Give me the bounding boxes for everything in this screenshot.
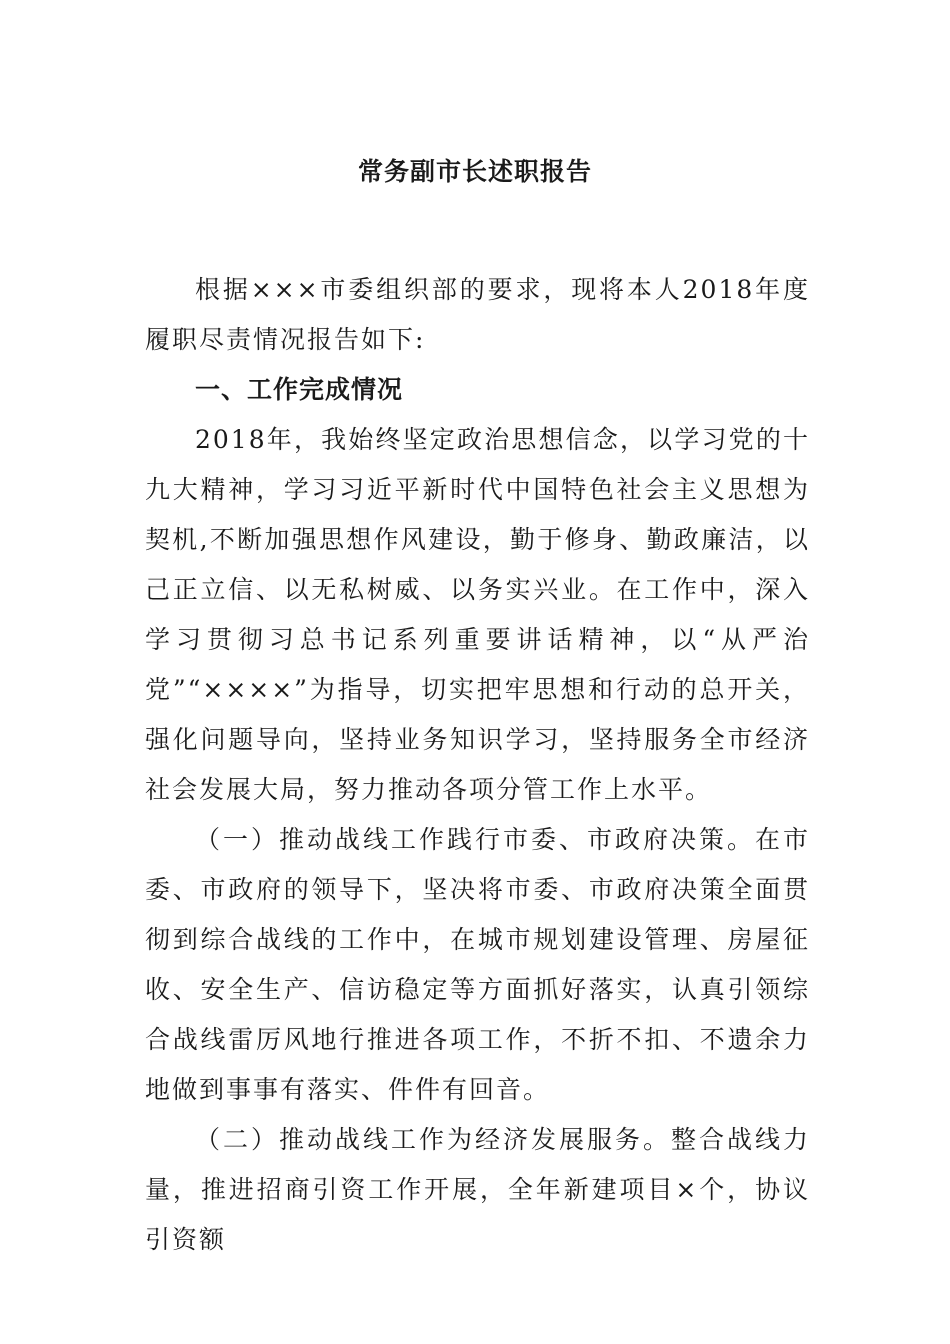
intro-paragraph: 根据×××市委组织部的要求，现将本人2018年度履职尽责情况报告如下: bbox=[145, 275, 810, 354]
body-paragraph-1: 2018年，我始终坚定政治思想信念，以学习党的十九大精神，学习习近平新时代中国特色社会主义思想为契机,不断加强思想作风建设，勤于修身、勤政廉洁，以己正立信、以无私树威、以务实兴业。在工作中，深入学习贯彻习总书记系列重要讲话精神，以“从严治党”“××××”为指导，切实把牢思想和行动的总开关，强化问题导向，坚持业务知识学习，坚持服务全市经济社会发展大局，努力推动各项分管工作上水平。 bbox=[145, 425, 810, 804]
section-heading: 一、工作完成情况 bbox=[195, 375, 404, 404]
body-paragraph-2: （一）推动战线工作践行市委、市政府决策。在市委、市政府的领导下，坚决将市委、市政府决策全面贯彻到综合战线的工作中，在城市规划建设管理、房屋征收、安全生产、信访稳定等方面抓好落实，认真引领综合战线雷厉风地行推进各项工作，不折不扣、不遗余力地做到事事有落实、件件有回音。 bbox=[145, 825, 810, 1104]
document-body bbox=[145, 265, 810, 1265]
body-paragraph-3: （二）推动战线工作为经济发展服务。整合战线力量，推进招商引资工作开展，全年新建项目×个，协议引资额 bbox=[145, 1125, 810, 1254]
document-title: 常务副市长述职报告 bbox=[357, 157, 592, 186]
